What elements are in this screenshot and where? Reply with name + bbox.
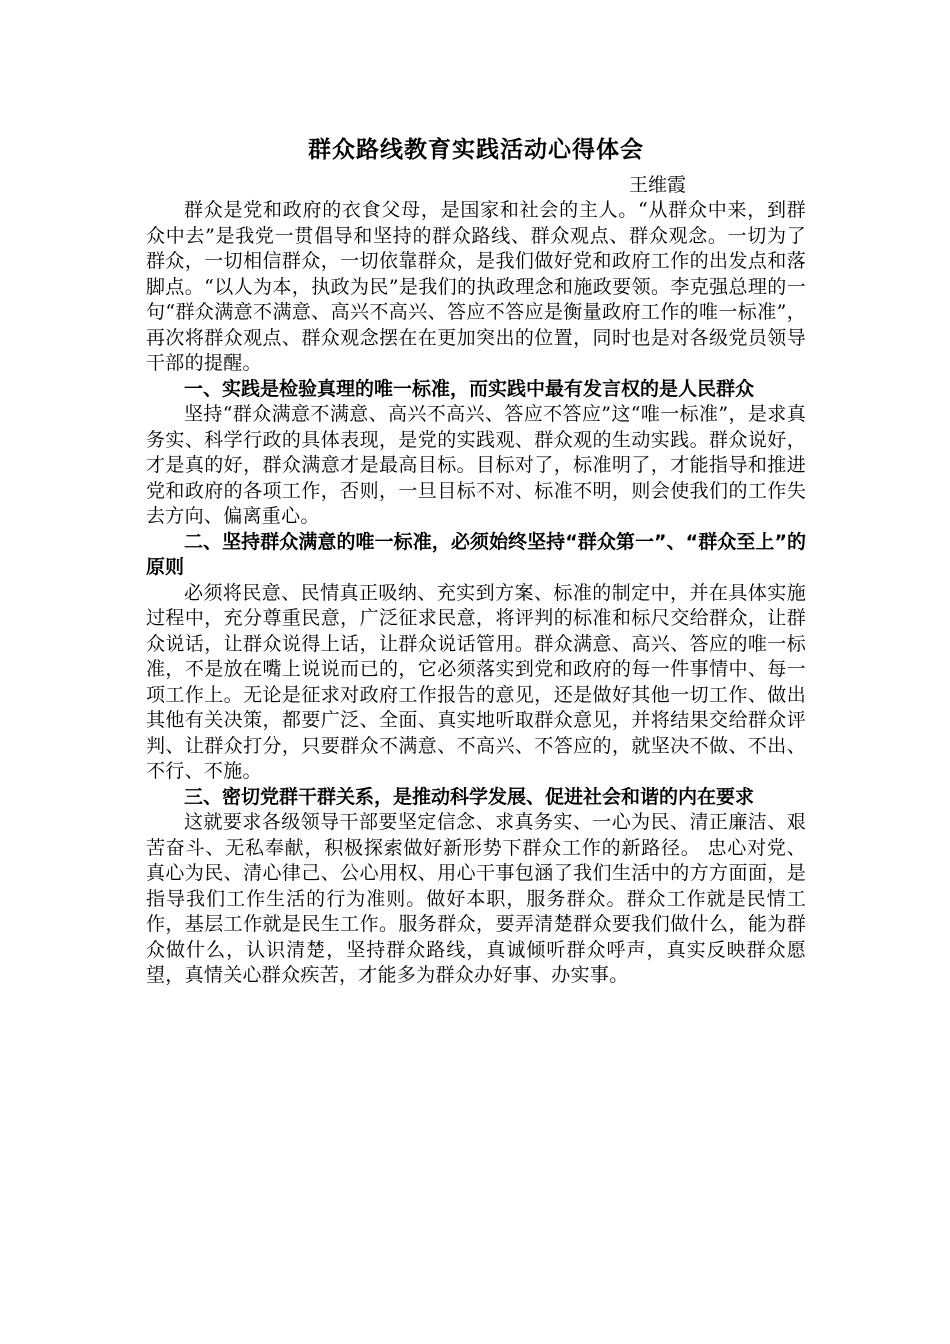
document-body [146,134,806,989]
section-heading-1: 一、实践是检验真理的唯一标准，而实践中最有发言权的是人民群众 [184,377,755,400]
document-author: 王维霞 [628,174,686,196]
section-body-2: 必须将民意、民情真正吸纳、充实到方案、标准的制定中，并在具体实施过程中，充分尊重民意，广泛征求民意，将评判的标准和标尺交给群众，让群众说话，让群众说得上话，让群众说话管用。群众满意、高兴、答应的唯一标准，不是放在嘴上说说而已的，它必须落实到党和政府的每一件事情中、每一项工作上。无论是征求对政府工作报告的意见，还是做好其他一切工作、做出其他有关决策，都要广泛、全面、真实地听取群众意见，并将结果交给群众评判、让群众打分，只要群众不满意、不高兴、不答应的，就坚决不做、不出、不行、不施。 [146,581,806,782]
section-body-1: 坚持“群众满意不满意、高兴不高兴、答应不答应”这“唯一标准”，是求真务实、科学行政的具体表现，是党的实践观、群众观的生动实践。群众说好，才是真的好，群众满意才是最高目标。目标对了，标准明了，才能指导和推进党和政府的各项工作，否则，一旦目标不对、标准不明，则会使我们的工作失去方向、偏离重心。 [146,403,806,527]
document-title: 群众路线教育实践活动心得体会 [308,137,644,163]
intro-paragraph: 群众是党和政府的衣食父母，是国家和社会的主人。“从群众中来，到群众中去”是我党一贯倡导和坚持的群众路线、群众观点、群众观念。一切为了群众，一切相信群众，一切依靠群众，是我们做好党和政府工作的出发点和落脚点。“以人为本，执政为民”是我们的执政理念和施政要领。李克强总理的一句“群众满意不满意、高兴不高兴、答应不答应是衡量政府工作的唯一标准”，再次将群众观点、群众观念摆在在更加突出的位置，同时也是对各级党员领导干部的提醒。 [146,199,806,374]
section-heading-2: 二、坚持群众满意的唯一标准，必须始终坚持“群众第一”、“群众至上”的原则 [146,530,806,578]
section-heading-3: 三、密切党群干群关系，是推动科学发展、促进社会和谐的内在要求 [184,785,755,808]
section-body-3: 这就要求各级领导干部要坚定信念、求真务实、一心为民、清正廉洁、艰苦奋斗、无私奉献，积极探索做好新形势下群众工作的新路径。 忠心对党、真心为民、清心律己、公心用权、用心干事包涵了我们生活中的方方面面，是指导我们工作生活的行为准则。做好本职，服务群众。群众工作就是民情工作，基层工作就是民生工作。服务群众，要弄清楚群众要我们做什么，能为群众做什么，认识清楚，坚持群众路线，真诚倾听群众呼声，真实反映群众愿望，真情关心群众疾苦，才能多为群众办好事、办实事。 [146,811,806,986]
